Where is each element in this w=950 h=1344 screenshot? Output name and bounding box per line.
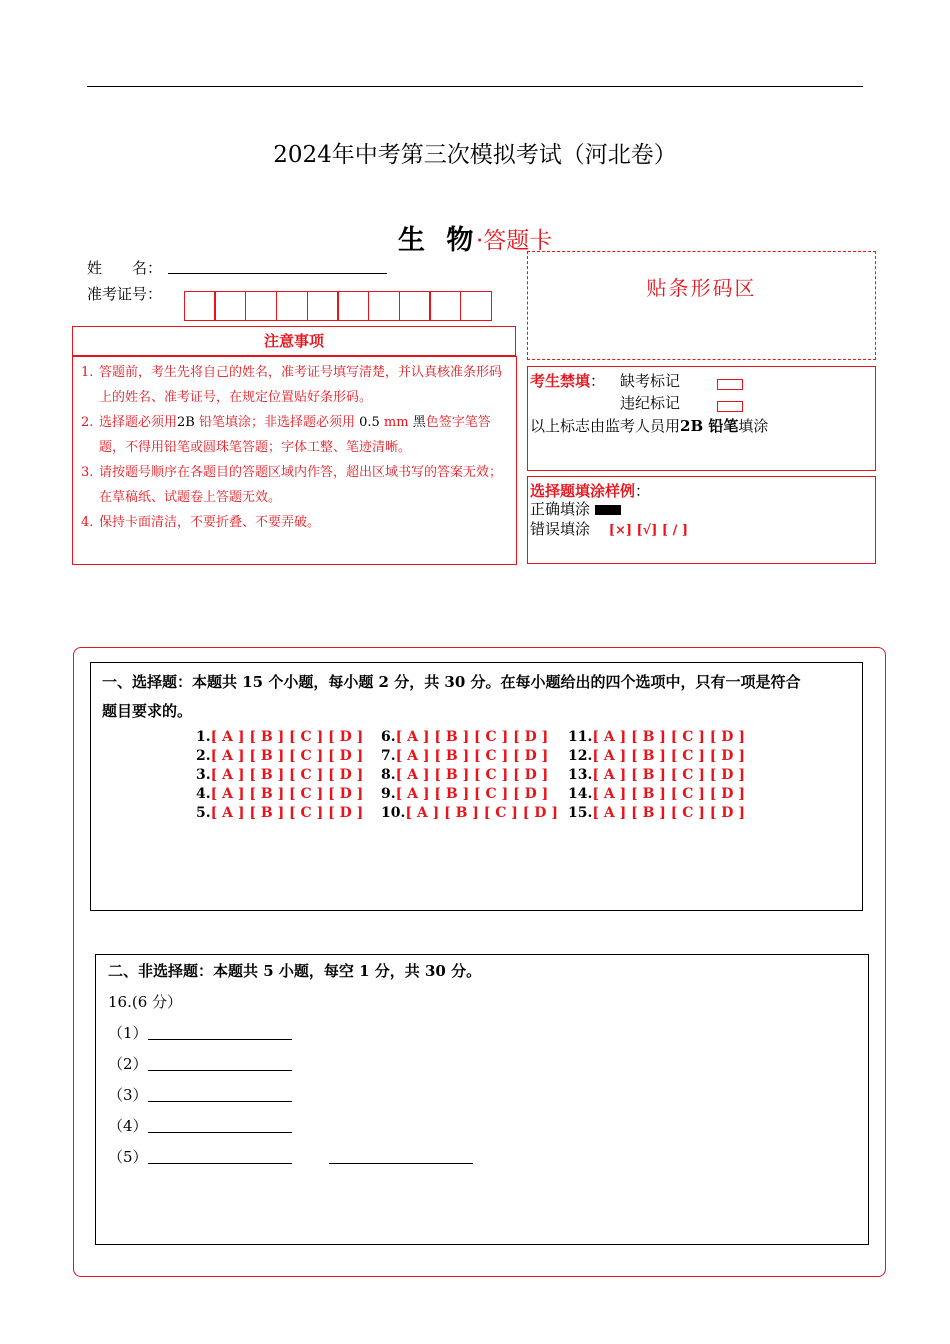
question-number: 4. <box>196 786 211 802</box>
filled-mark-sample <box>595 505 621 515</box>
choice-question-2[interactable] <box>196 747 363 766</box>
examiner-only-box: 考生禁填： 缺考标记 违纪标记 以上标志由监考人员用2B 铅笔填涂 <box>527 366 876 471</box>
notice-item: 1. 答题前，考生先将自己的姓名，准考证号填写清楚，并认真核准条形码上的姓名、准考证号，在规定位置贴好条形码。 <box>81 365 503 405</box>
id-digit-box[interactable] <box>307 291 339 321</box>
choice-question-14[interactable] <box>568 785 745 804</box>
answer-options[interactable]: [ A ] [ B ] [ C ] [ D ] <box>210 729 364 745</box>
answer-options[interactable]: [ A ] [ B ] [ C ] [ D ] <box>395 767 549 783</box>
choice-question-7[interactable] <box>381 747 548 766</box>
section2-heading: 二、非选择题：本题共 5 小题，每空 1 分，共 30 分。 <box>108 962 482 980</box>
choice-question-4[interactable] <box>196 785 363 804</box>
answer-options[interactable]: [ A ] [ B ] [ C ] [ D ] <box>395 786 549 802</box>
exam-title: 2024年中考第三次模拟考试（河北卷） <box>273 142 677 168</box>
choice-question-8[interactable] <box>381 766 548 785</box>
question-number: 1. <box>196 729 211 745</box>
subject-title: 生 物 <box>398 225 480 256</box>
section1-heading: 一、选择题：本题共 15 个小题，每小题 2 分，共 30 分。在每小题给出的四个选项中，只有一项是符合 <box>102 673 801 691</box>
wrong-fill-marks: [×] [√] [ / ] <box>608 523 688 538</box>
examiner-note: 以上标志由监考人员用2B 铅笔填涂 <box>530 417 769 435</box>
question-number: 2. <box>196 748 211 764</box>
name-field[interactable] <box>168 273 387 274</box>
answer-options[interactable]: [ A ] [ B ] [ C ] [ D ] <box>210 786 364 802</box>
id-digit-box[interactable] <box>337 291 369 321</box>
violation-mark-box[interactable] <box>717 396 743 415</box>
choice-question-5[interactable] <box>196 804 363 823</box>
absent-mark-label: 缺考标记 <box>620 372 681 390</box>
question-number: 15. <box>568 805 593 821</box>
notice-heading: 注意事项 <box>72 326 516 356</box>
barcode-label: 贴条形码区 <box>646 276 757 300</box>
answer-options[interactable]: [ A ] [ B ] [ C ] [ D ] <box>592 805 745 821</box>
id-digit-box[interactable] <box>368 291 400 321</box>
top-rule <box>87 86 863 87</box>
answer-card-label: ·答题卡 <box>476 228 553 254</box>
barcode-area <box>527 251 876 360</box>
choice-question-9[interactable] <box>381 785 548 804</box>
choice-question-3[interactable] <box>196 766 363 785</box>
answer-blank[interactable] <box>148 1039 292 1040</box>
choice-question-1[interactable] <box>196 728 363 747</box>
exam-id-label: 准考证号： <box>87 285 163 303</box>
fill-sample-label: 选择题填涂样例 <box>530 482 636 500</box>
answer-options[interactable]: [ A ] [ B ] [ C ] [ D ] <box>592 767 745 783</box>
blank-label: （4） <box>108 1117 148 1135</box>
answer-options[interactable]: [ A ] [ B ] [ C ] [ D ] <box>210 805 364 821</box>
question-number: 9. <box>381 786 396 802</box>
question-number: 13. <box>568 767 593 783</box>
answer-blank[interactable] <box>148 1132 292 1133</box>
choice-question-10[interactable] <box>381 804 558 823</box>
answer-options[interactable]: [ A ] [ B ] [ C ] [ D ] <box>592 786 745 802</box>
absent-mark-box[interactable] <box>717 374 743 393</box>
question-number: 12. <box>568 748 593 764</box>
id-digit-box[interactable] <box>276 291 308 321</box>
examiner-only-label: 考生禁填 <box>530 372 591 390</box>
id-digit-box[interactable] <box>214 291 246 321</box>
question-number: 10. <box>381 805 406 821</box>
id-digit-box[interactable] <box>460 291 492 321</box>
wrong-fill-row: 错误填涂 [×] [√] [ / ] <box>530 520 688 538</box>
answer-blank[interactable] <box>148 1163 292 1164</box>
id-digit-box[interactable] <box>429 291 461 321</box>
choice-question-15[interactable] <box>568 804 745 823</box>
id-digit-box[interactable] <box>245 291 277 321</box>
notice-item: 4. 保持卡面清洁，不要折叠、不要弄破。 <box>81 515 321 530</box>
blank-label: （2） <box>108 1055 148 1073</box>
blank-label: （1） <box>108 1024 148 1042</box>
exam-id-boxes[interactable] <box>185 291 492 321</box>
question-number: 14. <box>568 786 593 802</box>
free-response-section <box>95 954 869 1245</box>
violation-mark-label: 违纪标记 <box>620 394 681 412</box>
answer-blank[interactable] <box>329 1163 473 1164</box>
choice-question-11[interactable] <box>568 728 745 747</box>
multiple-choice-section <box>90 662 863 911</box>
name-label: 姓 名： <box>87 259 163 277</box>
choice-question-13[interactable] <box>568 766 745 785</box>
choice-question-12[interactable] <box>568 747 745 766</box>
question-number: 3. <box>196 767 211 783</box>
question-16-label: 16.(6 分） <box>108 993 183 1011</box>
answer-options[interactable]: [ A ] [ B ] [ C ] [ D ] <box>395 729 549 745</box>
notice-box <box>72 356 517 565</box>
notice-item: 2. 选择题必须用2B 铅笔填涂；非选择题必须用 0.5 mm 黑色签字笔答题，不得用铅笔或圆珠笔答题；字体工整、笔迹清晰。 <box>81 415 491 455</box>
answer-blank[interactable] <box>148 1101 292 1102</box>
fill-sample-box: 选择题填涂样例： 正确填涂 错误填涂 [×] [√] [ / ] <box>527 476 876 564</box>
answer-options[interactable]: [ A ] [ B ] [ C ] [ D ] <box>592 729 745 745</box>
correct-fill-row: 正确填涂 <box>530 498 621 519</box>
answer-options[interactable]: [ A ] [ B ] [ C ] [ D ] <box>405 805 558 821</box>
blank-label: （3） <box>108 1086 148 1104</box>
notice-item: 3. 请按题号顺序在各题目的答题区域内作答，超出区域书写的答案无效；在草稿纸、试题卷上答题无效。 <box>81 465 503 505</box>
section1-heading-cont: 题目要求的。 <box>102 702 193 720</box>
blank-label: （5） <box>108 1148 148 1166</box>
question-number: 8. <box>381 767 396 783</box>
question-number: 6. <box>381 729 396 745</box>
question-number: 5. <box>196 805 211 821</box>
answer-options[interactable]: [ A ] [ B ] [ C ] [ D ] <box>210 748 364 764</box>
question-number: 7. <box>381 748 396 764</box>
answer-options[interactable]: [ A ] [ B ] [ C ] [ D ] <box>395 748 549 764</box>
answer-options[interactable]: [ A ] [ B ] [ C ] [ D ] <box>592 748 745 764</box>
id-digit-box[interactable] <box>399 291 431 321</box>
answer-blank[interactable] <box>148 1070 292 1071</box>
choice-question-6[interactable] <box>381 728 548 747</box>
id-digit-box[interactable] <box>184 291 216 321</box>
question-number: 11. <box>568 729 593 745</box>
answer-options[interactable]: [ A ] [ B ] [ C ] [ D ] <box>210 767 364 783</box>
